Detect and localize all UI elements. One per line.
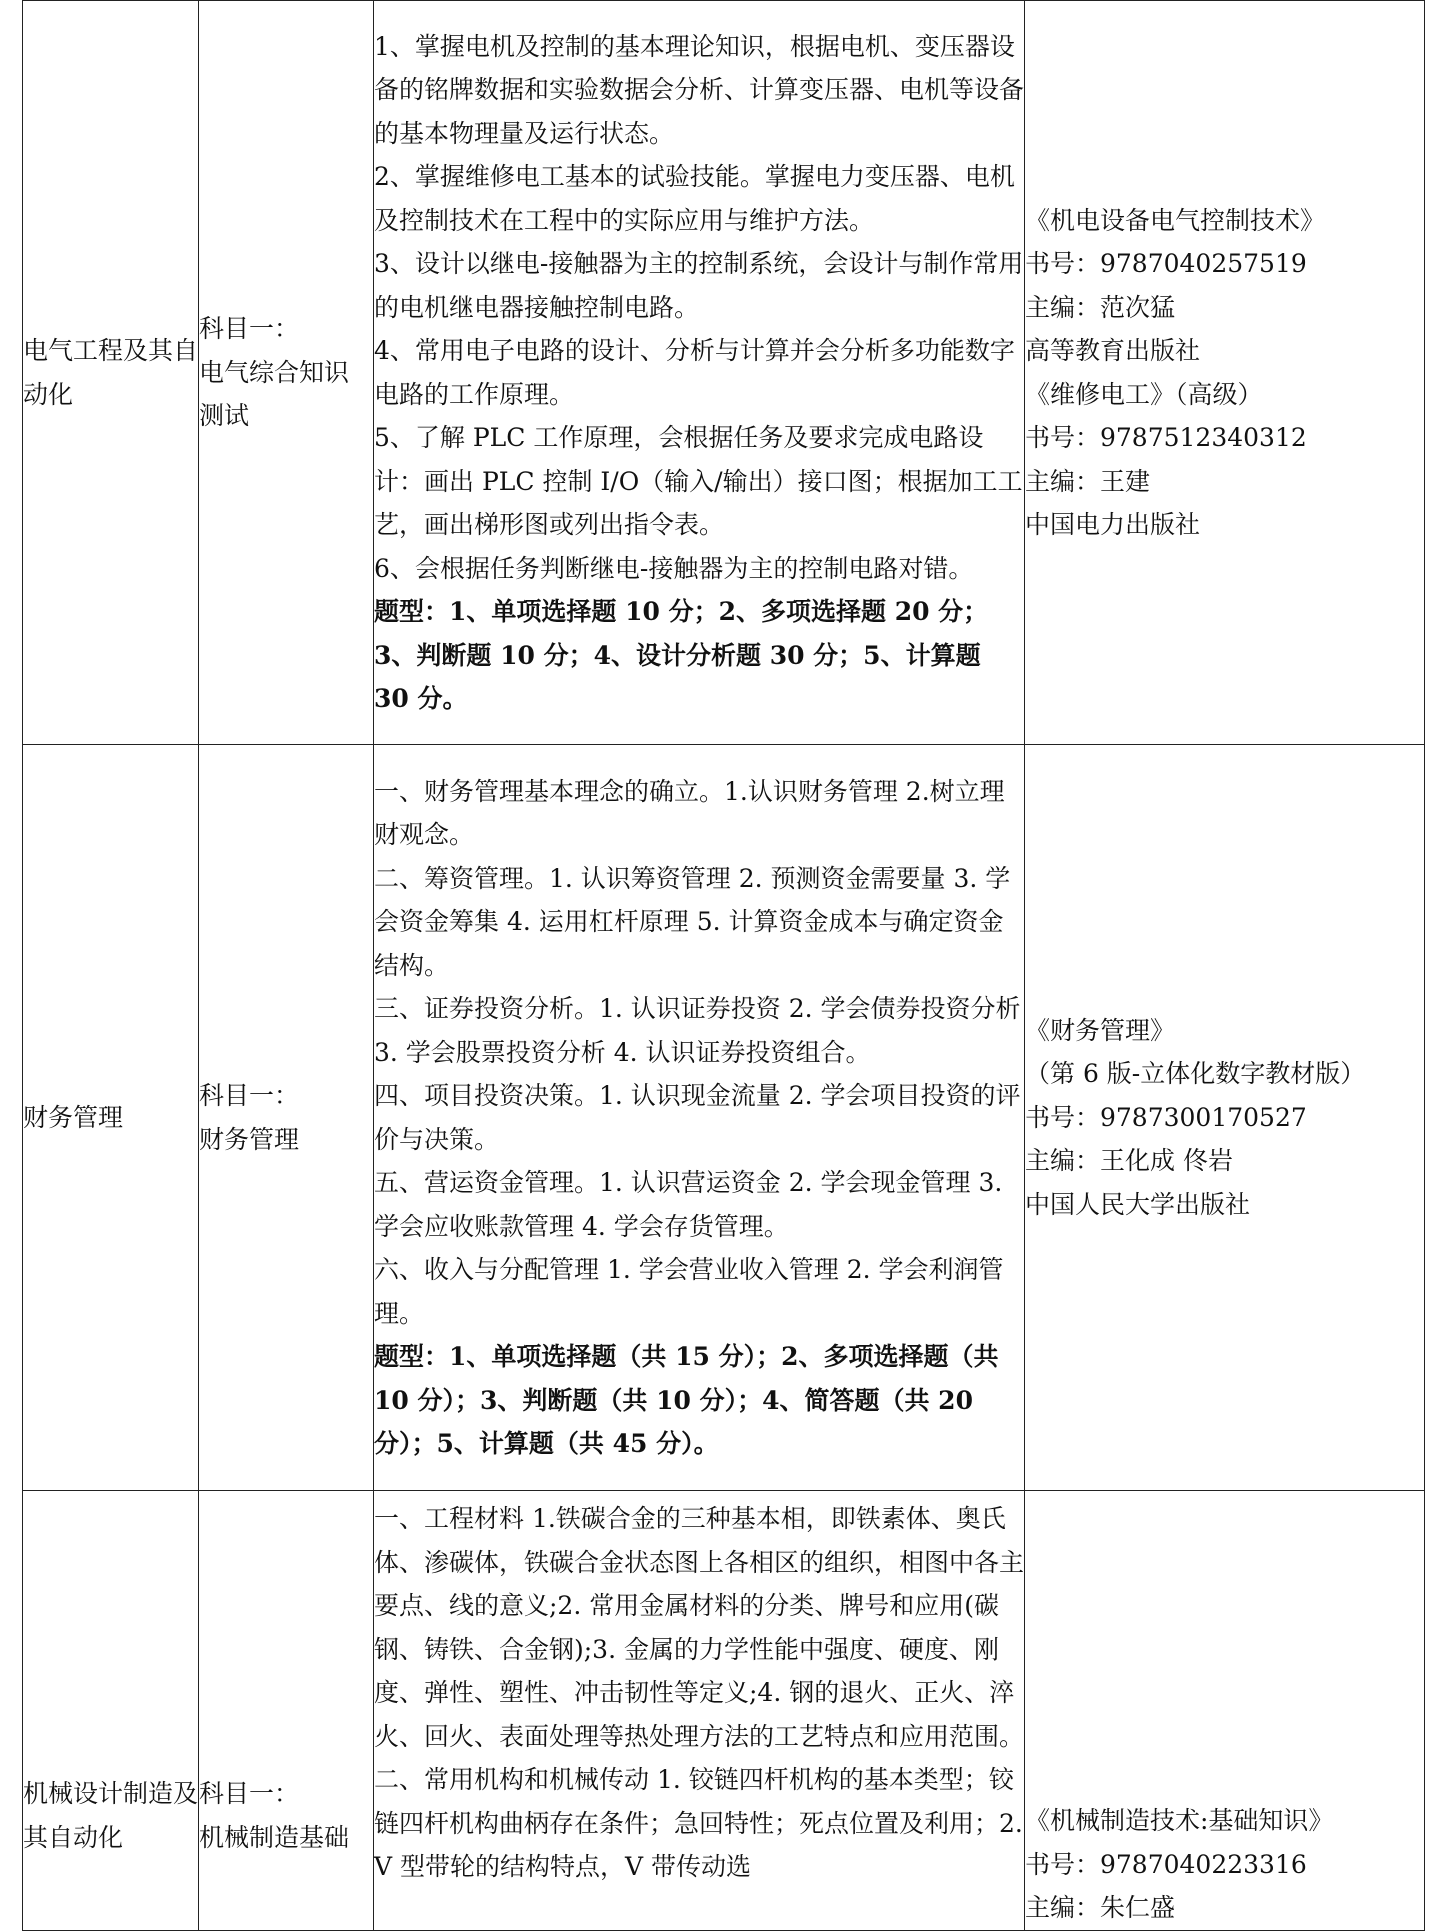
table-row: [23, 1491, 1425, 1931]
question-types: 题型：1、单项选择题 10 分；2、多项选择题 20 分；3、判断题 10 分；4、设计分析题 30 分；5、计算题 30 分。: [374, 597, 989, 713]
textbook-line: 主编：王建: [1025, 466, 1151, 496]
content-cell: [374, 745, 1025, 1491]
department-name: 机械设计制造及其自动化: [23, 1779, 199, 1852]
content-item: 一、财务管理基本理念的确立。1.认识财务管理 2.树立理财观念。: [374, 776, 1005, 849]
subject-cell: [199, 745, 374, 1491]
textbook-line: 高等教育出版社: [1025, 336, 1201, 365]
textbook-line: 主编：范次猛: [1025, 292, 1176, 322]
department-cell: [23, 1, 199, 745]
content-item: 四、项目投资决策。1. 认识现金流量 2. 学会项目投资的评价与决策。: [374, 1081, 1021, 1154]
content-item: 二、筹资管理。1. 认识筹资管理 2. 预测资金需要量 3. 学会资金筹集 4. 运用杠杆原理 5. 计算资金成本与确定资金结构。: [374, 863, 1011, 980]
content-item: 2、掌握维修电工基本的试验技能。掌握电力变压器、电机及控制技术在工程中的实际应用与维护方法。: [374, 162, 1015, 235]
textbook-line: （第 6 版-立体化数字教材版）: [1025, 1059, 1366, 1089]
question-types: 题型：1、单项选择题（共 15 分）；2、多项选择题（共 10 分）；3、判断题（共 10 分）；4、简答题（共 20 分）；5、计算题（共 45 分）。: [374, 1342, 999, 1458]
textbook-cell: [1025, 1, 1425, 745]
content-item: 6、会根据任务判断继电-接触器为主的控制电路对错。: [374, 553, 974, 583]
subject-name: 财务管理: [199, 1124, 300, 1154]
content-item: 一、工程材料 1.铁碳合金的三种基本相，即铁素体、奥氏体、渗碳体，铁碳合金状态图上各相区的组织，相图中各主要点、线的意义;2. 常用金属材料的分类、牌号和应用(碳钢、铸铁、合金钢);3. 金属的力学性能中强度、硬度、刚度、弹性、塑性、冲击韧性等定义;4. 钢的退火、正火、淬火、回火、表面处理等热处理方法的工艺特点和应用范围。: [374, 1504, 1025, 1751]
content-item: 三、证券投资分析。1. 认识证券投资 2. 学会债券投资分析 3. 学会股票投资分析 4. 认识证券投资组合。: [374, 994, 1021, 1067]
department-cell: [23, 1491, 199, 1931]
exam-syllabus-table: [22, 0, 1425, 1931]
textbook-line: 书号：9787300170527: [1025, 1102, 1307, 1132]
textbook-line: 书号：9787040223316: [1025, 1849, 1307, 1879]
table-row: [23, 745, 1425, 1491]
content-item: 5、了解 PLC 工作原理，会根据任务及要求完成电路设计：画出 PLC 控制 I/O（输入/输出）接口图；根据加工工艺，画出梯形图或列出指令表。: [374, 423, 1023, 539]
department-cell: [23, 745, 199, 1491]
content-item: 1、掌握电机及控制的基本理论知识，根据电机、变压器设备的铭牌数据和实验数据会分析、计算变压器、电机等设备的基本物理量及运行状态。: [374, 31, 1025, 148]
content-cell: [374, 1, 1025, 745]
department-name: 财务管理: [23, 1102, 124, 1132]
content-cell: [374, 1491, 1025, 1931]
textbook-cell: [1025, 745, 1425, 1491]
textbook-line: 主编：朱仁盛: [1025, 1893, 1176, 1922]
textbook-line: 书号：9787040257519: [1025, 249, 1307, 278]
subject-name: 电气综合知识测试: [199, 357, 350, 431]
textbook-line: 《财务管理》: [1025, 1015, 1176, 1045]
department-name: 电气工程及其自动化: [23, 336, 199, 409]
textbook-line: 《机械制造技术:基础知识》: [1025, 1806, 1334, 1835]
textbook-cell: [1025, 1491, 1425, 1931]
subject-cell: [199, 1, 374, 745]
content-item: 3、设计以继电-接触器为主的控制系统，会设计与制作常用的电机继电器接触控制电路。: [374, 249, 1024, 322]
subject-index: 科目一：: [199, 1081, 300, 1110]
subject-index: 科目一：: [199, 1779, 300, 1808]
textbook-line: 《机电设备电气控制技术》: [1025, 205, 1326, 235]
subject-name: 机械制造基础: [199, 1822, 350, 1852]
textbook-line: 书号：9787512340312: [1025, 423, 1307, 452]
textbook-line: 《维修电工》（高级）: [1025, 379, 1263, 409]
textbook-line: 中国电力出版社: [1025, 510, 1201, 539]
content-item: 五、营运资金管理。1. 认识营运资金 2. 学会现金管理 3. 学会应收账款管理 4. 学会存货管理。: [374, 1168, 1003, 1241]
content-item: 六、收入与分配管理 1. 学会营业收入管理 2. 学会利润管理。: [374, 1255, 1004, 1328]
table-row: [23, 1, 1425, 745]
textbook-line: 中国人民大学出版社: [1025, 1189, 1251, 1219]
content-item: 二、常用机构和机械传动 1. 铰链四杆机构的基本类型；铰链四杆机构曲柄存在条件；急回特性；死点位置及利用；2. V 型带轮的结构特点，V 带传动选: [374, 1765, 1023, 1881]
subject-index: 科目一：: [199, 314, 300, 344]
textbook-line: 主编：王化成 佟岩: [1025, 1146, 1233, 1176]
content-item: 4、常用电子电路的设计、分析与计算并会分析多功能数字电路的工作原理。: [374, 336, 1015, 409]
subject-cell: [199, 1491, 374, 1931]
